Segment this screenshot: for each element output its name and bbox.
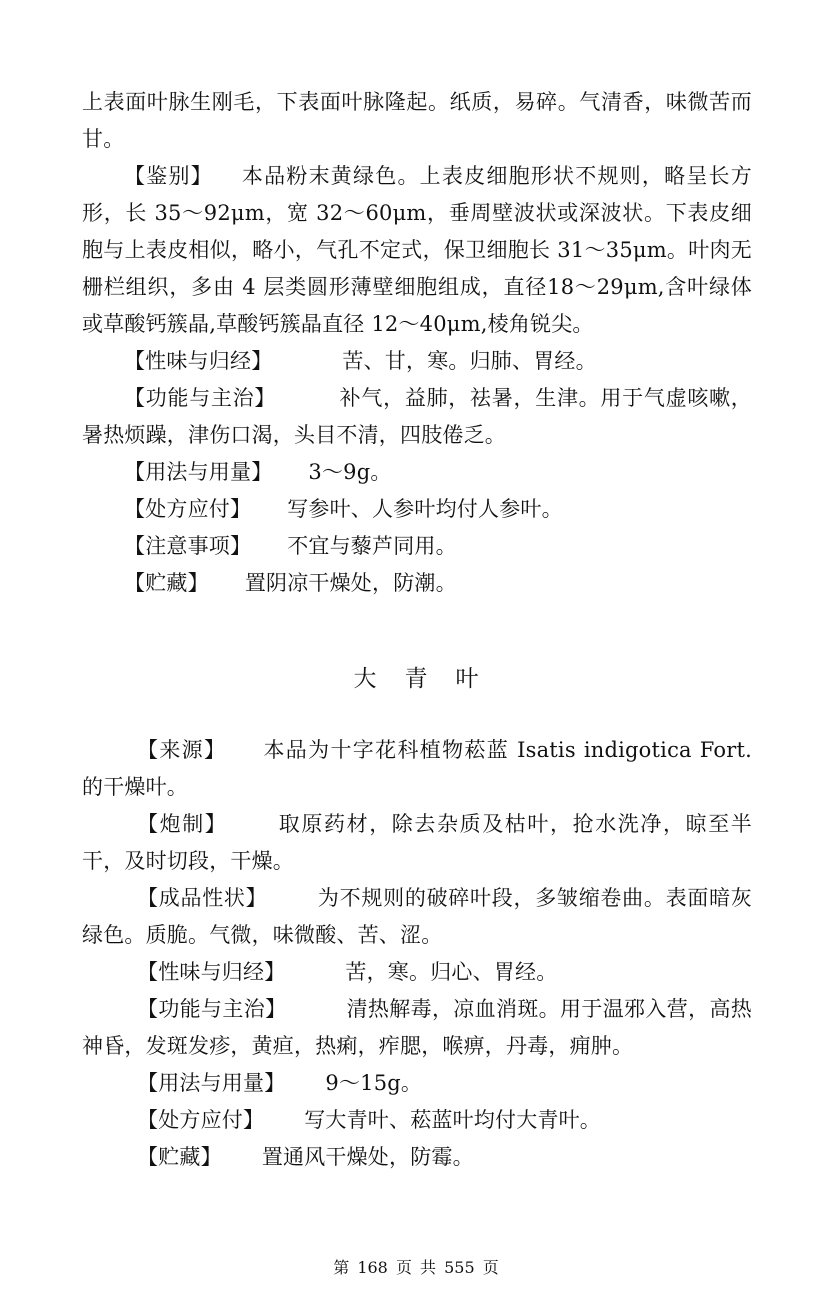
entry-tag: 【贮藏】 [137, 1145, 222, 1169]
entry-storage [82, 1139, 752, 1176]
section-ginseng-leaf [82, 84, 752, 602]
entry-identification [82, 158, 752, 343]
entry-tag: 【功能与主治】 [137, 997, 287, 1021]
entry-text: 写参叶、人参叶均付人参叶。 [287, 497, 563, 521]
entry-text: 补气，益肺，祛暑，生津。用于气虚咳嗽，暑热烦躁，津伤口渴，头目不清，四肢倦乏。 [82, 386, 752, 447]
section-isatis-leaf [82, 732, 752, 1176]
entry-tag: 【功能与主治】 [124, 386, 277, 410]
entry-tag: 【性味与归经】 [137, 960, 286, 984]
entry-tag: 【鉴别】 [124, 164, 213, 188]
entry-tag: 【炮制】 [137, 812, 228, 836]
entry-text: 为不规则的破碎叶段，多皱缩卷曲。表面暗灰绿色。质脆。气微，味微酸、苦、涩。 [82, 886, 753, 947]
entry-tag: 【用法与用量】 [124, 460, 273, 484]
entry-tag: 【成品性状】 [137, 886, 268, 910]
entry-dosage [82, 1065, 752, 1102]
entry-text: 9～15g。 [325, 1071, 423, 1095]
entry-tag: 【处方应付】 [137, 1108, 265, 1132]
entry-text: 不宜与藜芦同用。 [287, 534, 457, 558]
entry-text: 本品粉末黄绿色。上表皮细胞形状不规则，略呈长方形，长 35～92μm，宽 32～60μm，垂周壁波状或深波状。下表皮细胞与上表皮相似，略小，气孔不定式，保卫细胞长 31～35μm。叶肉无栅栏组织，多由 4 层类圆形薄壁细胞组成，直径18～29μm,含叶绿体或草酸钙簇晶,草酸钙簇晶直径 12～40μm,棱角锐尖。 [82, 164, 752, 336]
entry-prescription [82, 1102, 752, 1139]
entry-function-indication [82, 380, 752, 454]
entry-text: 置阴凉干燥处，防潮。 [244, 571, 457, 595]
entry-tag: 【注意事项】 [124, 534, 252, 558]
page-footer: 第 168 页 共 555 页 [333, 1258, 499, 1277]
entry-text: 苦、甘，寒。归肺、胃经。 [342, 349, 597, 373]
entry-prescription [82, 491, 752, 528]
entry-tag: 【来源】 [137, 738, 227, 762]
section-title: 大青叶 [353, 666, 507, 692]
entry-tag: 【性味与归经】 [124, 349, 273, 373]
entry-text: 3～9g。 [308, 460, 392, 484]
entry-nature-meridian [82, 343, 752, 380]
entry-dosage [82, 454, 752, 491]
entry-text: 置通风干燥处，防霉。 [261, 1145, 474, 1169]
continuation-paragraph: 上表面叶脉生刚毛，下表面叶脉隆起。纸质，易碎。气清香，味微苦而甘。 [82, 90, 752, 151]
entry-text: 苦，寒。归心、胃经。 [345, 960, 558, 984]
entry-caution [82, 528, 752, 565]
entry-tag: 【贮藏】 [124, 571, 209, 595]
entry-appearance [82, 880, 752, 954]
entry-source [82, 732, 752, 806]
entry-text: 取原药材，除去杂质及枯叶，抢水洗净，晾至半干，及时切段，干燥。 [82, 812, 752, 873]
entry-tag: 【处方应付】 [124, 497, 252, 521]
entry-storage [82, 565, 752, 602]
entry-text: 写大青叶、菘蓝叶均付大青叶。 [304, 1108, 602, 1132]
entry-function-indication [82, 991, 752, 1065]
entry-text: 清热解毒，凉血消斑。用于温邪入营，高热神昏，发斑发疹，黄疸，热痢，痄腮，喉痹，丹毒，痈肿。 [82, 997, 752, 1058]
entry-nature-meridian [82, 954, 752, 991]
entry-tag: 【用法与用量】 [137, 1071, 286, 1095]
entry-processing [82, 806, 752, 880]
entry-text: 本品为十字花科植物菘蓝 Isatis indigotica Fort. 的干燥叶。 [82, 738, 752, 799]
